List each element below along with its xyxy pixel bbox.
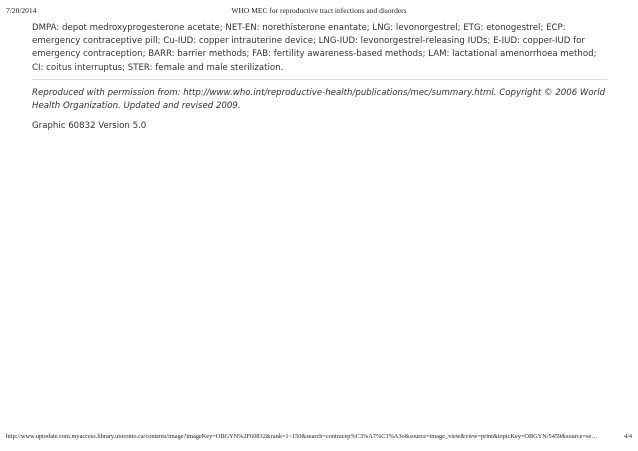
footer-url: http://www.uptodate.com.myaccess.library.utoronto.ca/contents/image?imageKey=OBGYN%2F60832&rank=1~150&search=contracep%C3%A7%C3%A3o&source=image_view&view=print&topicKey=OBGYN/5459&source=se… bbox=[6, 433, 598, 440]
print-header bbox=[6, 6, 632, 18]
graphic-version: Graphic 60832 Version 5.0 bbox=[32, 121, 147, 132]
print-page-title: WHO MEC for reproductive tract infections and disorders bbox=[231, 6, 407, 15]
source-credit: Reproduced with permission from: http://www.who.int/reproductive-health/publications/mec/summary.html. Copyright © 2006 World Health Organization. Updated and revised 2009. bbox=[32, 87, 606, 112]
print-footer bbox=[6, 433, 632, 445]
graphic-content bbox=[32, 22, 607, 133]
page-number: 4/4 bbox=[623, 433, 632, 440]
print-date: 7/20/2014 bbox=[6, 6, 37, 15]
abbreviations-note: DMPA: depot medroxyprogesterone acetate; NET-EN: norethisterone enantate; LNG: levonorgestrel; ETG: etonogestrel; ECP: emergency contraceptive pill; Cu-IUD: copper intrauterine device; LNG-IUD: levonorgestrel-releasing IUDs; E-IUD: copper-IUD for emergency contraception; BARR: barrier methods; FAB: fertility awareness-based methods; LAM: lactational amenorrhoea method; CI: coitus interruptus; STER: female and male sterilization. bbox=[32, 22, 607, 80]
